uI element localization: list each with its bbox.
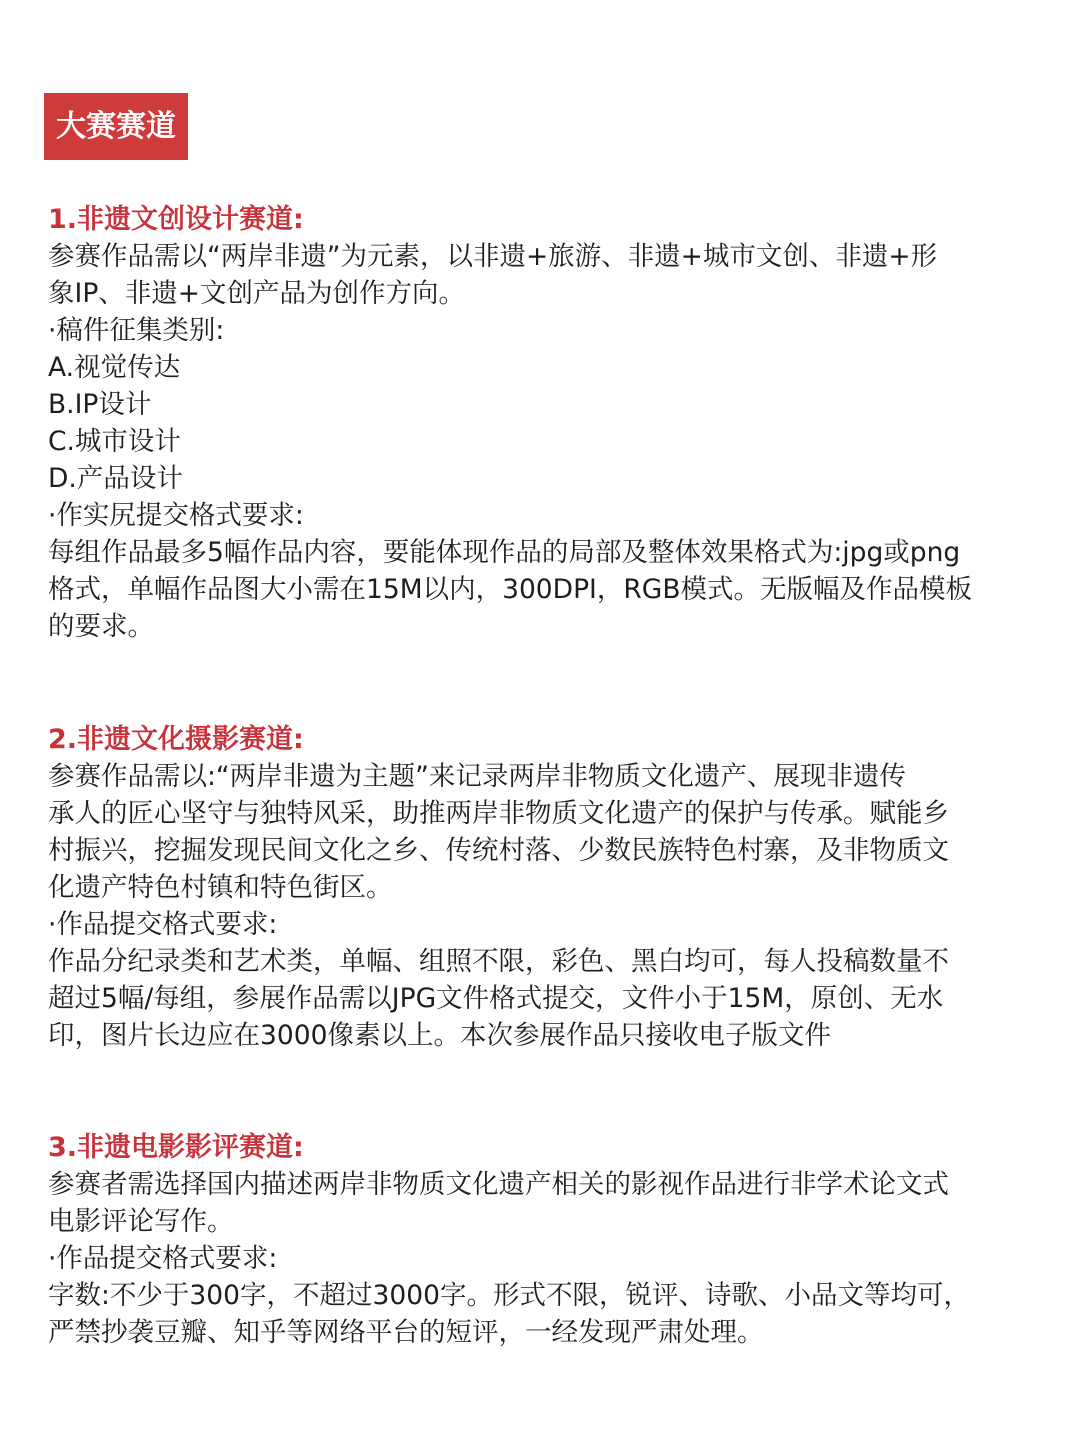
text-line: 超过5幅/每组，参展作品需以JPG文件格式提交，文件小于15M，原创、无水 (48, 983, 944, 1014)
page-title-badge: 大赛赛道 (44, 93, 188, 160)
text-line: A.视觉传达 (48, 352, 181, 383)
text-line: C.城市设计 (48, 426, 181, 457)
section-heading: 1.非遗文创设计赛道: (48, 204, 304, 235)
text-line: 印，图片长边应在3000像素以上。本次参展作品只接收电子版文件 (48, 1020, 831, 1051)
text-line: ·作实尻提交格式要求: (48, 500, 304, 531)
section-heading: 3.非遗电影影评赛道: (48, 1132, 304, 1163)
text-line: 参赛者需选择国内描述两岸非物质文化遗产相关的影视作品进行非学术论文式 (48, 1169, 949, 1200)
text-line: ·作品提交格式要求: (48, 1243, 278, 1274)
text-line: 村振兴，挖掘发现民间文化之乡、传统村落、少数民族特色村寨，及非物质文 (48, 835, 949, 866)
text-line: 承人的匠心坚守与独特风采，助推两岸非物质文化遗产的保护与传承。赋能乡 (48, 798, 949, 829)
text-line: 电影评论写作。 (48, 1206, 234, 1237)
text-line: 象IP、非遗+文创产品为创作方向。 (48, 278, 465, 309)
section-heading: 2.非遗文化摄影赛道: (48, 724, 304, 755)
text-line: 参赛作品需以:“两岸非遗为主题”来记录两岸非物质文化遗产、展现非遗传 (48, 761, 906, 792)
text-line: 作品分纪录类和艺术类，单幅、组照不限，彩色、黑白均可，每人投稿数量不 (48, 946, 949, 977)
section-photography (48, 721, 1038, 1054)
text-line: 每组作品最多5幅作品内容，要能体现作品的局部及整体效果格式为:jpg或png (48, 537, 961, 568)
text-line: 化遗产特色村镇和特色街区。 (48, 872, 393, 903)
text-line: 的要求。 (48, 611, 154, 642)
text-line: 字数:不少于300字，不超过3000字。形式不限，锐评、诗歌、小品文等均可， (48, 1280, 970, 1311)
section-film-review (48, 1129, 1038, 1351)
text-line: ·稿件征集类别: (48, 315, 225, 346)
text-line: B.IP设计 (48, 389, 152, 420)
text-line: 参赛作品需以“两岸非遗”为元素，以非遗+旅游、非遗+城市文创、非遗+形 (48, 241, 938, 272)
text-line: 格式，单幅作品图大小需在15M以内，300DPI，RGB模式。无版幅及作品模板 (48, 574, 972, 605)
text-line: 严禁抄袭豆瓣、知乎等网络平台的短评，一经发现严肃处理。 (48, 1317, 764, 1348)
text-line: ·作品提交格式要求: (48, 909, 278, 940)
text-line: D.产品设计 (48, 463, 183, 494)
section-cultural-creative-design (48, 201, 1038, 645)
